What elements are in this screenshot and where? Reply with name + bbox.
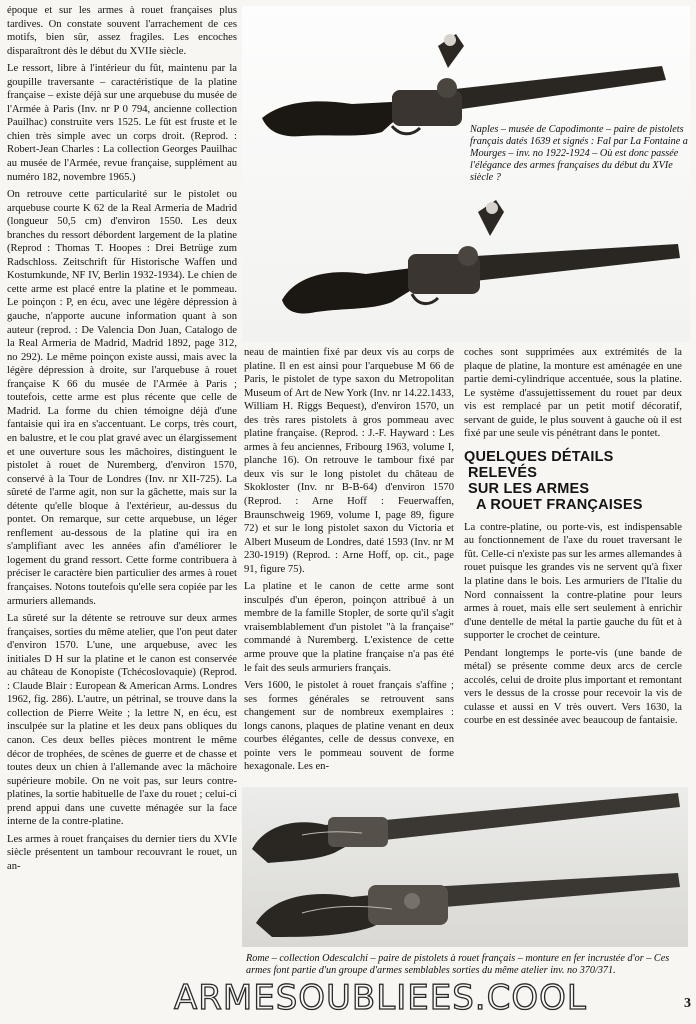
photo-caption-rome: Rome – collection Odescalchi – paire de pistolets à rouet français – monture en fer incrustée d'or – Ces armes font partie d'un groupe d'armes semblables sorties du même atelier inv. no 370/371. (246, 953, 670, 976)
paragraph: Pendant longtemps le porte-vis (une bande de métal) se présente comme deux arcs de cercle accolés, celui de droite plus important et remontant vers le dessus de la crosse pour recevoir la vis de culasse et aussi en V très ouvert. Vers 1630, la courbe en est dessinée avec beaucoup de fantaisie. (464, 647, 682, 727)
paragraph: Vers 1600, le pistolet à rouet français s'affine ; ses formes générales se retrouvent sans changement sur de nombreux exemplaires : longs canons, plaques de platine venant en deux courbes élégantes, celle de dessus convexe, en pointe vers le pommeau souvent de forme hexagonale. Les en- (244, 680, 454, 773)
heading-line: A ROUET FRANÇAISES (476, 496, 643, 513)
heading-line: SUR LES ARMES (468, 480, 590, 497)
pistols-rome-illustration (242, 787, 688, 947)
section-heading (464, 449, 682, 513)
paragraph: La contre-platine, ou porte-vis, est indispensable au fonctionnement de l'axe du rouet traversant le fût. Celle-ci n'existe pas sur les armes allemandes à rouet puisque les grandes vis ne servent qu'à fixer la platine dans le bois. Les armuriers de l'Italie du Nord connaissent la contre-platine pour leurs armes à rouet, mais elle sert seulement à enrichir d'une dentelle de métal la partie gauche du fût et à supporter le crochet de ceinture. (464, 521, 682, 642)
photo-pistols-rome (242, 787, 688, 947)
upper-pistol (262, 34, 666, 136)
watermark: ARMESOUBLIEES.COOL (174, 978, 587, 1018)
upper-inlaid-pistol (252, 793, 680, 863)
lower-inlaid-pistol (256, 873, 680, 937)
page-number: 3 (684, 996, 691, 1011)
paragraph: Le ressort, libre à l'intérieur du fût, maintenu par la goupille traversante – caractéristique de la platine française – existe déjà sur une arquebuse du musée de l'Armée à Paris (Inv. nr P 0 794, ancienne collection Pauilhac) construite vers 1525. Le fût est fruste et le chien très simple avec un corps droit. (Reprod. : Robert-Jean Charles : La collection Georges Pauilhac au musée de l'Armée, revue française, supplément au numéro 182, novembre 1965.) (7, 63, 237, 183)
photo-caption-naples: Naples – musée de Capodimonte – paire de pistolets français datés 1639 et signés : Fal par La Fontaine a Mourges – inv. no 1922-1924 – Où est donc passée l'élégance des armes françaises du début du XVIe siècle ? (470, 124, 688, 183)
paragraph: La platine et le canon de cette arme sont insculpés d'un éperon, poinçon attribué à un membre de la famille Stopler, de sorte qu'il s'agit vraisemblablement d'un pistolet "à la française" commandé à Nuremberg. L'existence de cette arme prouve que la platine française n'a pas été le fait des seuls armuriers français. (244, 581, 454, 674)
paragraph: Les armes à rouet françaises du dernier tiers du XVIe siècle présentent un tambour recouvrant le rouet, un an- (7, 833, 237, 872)
lower-pistol (282, 200, 680, 314)
column-middle (244, 346, 454, 784)
paragraph: époque et sur les armes à rouet françaises plus tardives. On constate souvent l'arrachement de ces motifs, bien sûr, assez fragiles. Les encoches disparaîtront dès le début du XVIIe siècle. (7, 5, 237, 57)
paragraph: On retrouve cette particularité sur le pistolet ou arquebuse courte K 62 de la Real Armeria de Madrid (longueur 50,5 cm) d'environ 1550. Les deux branches du ressort débordent largement de la platine (Reprod : Thomas T. Hoopes : Drei Betrüge zum Radschloss. Zeitschrift für Historische Waffen und Kostumkunde, NF IV, Berlin 1932-1934). Le chien de cette arme est placé entre la platine et le pommeau. Le poinçon : P, en écu, avec une légère dépression à gauche, n'apporte aucune information quant à son auteur (reprod. : De Valencia Don Juan, Catalogo de la Real Armeria de Madrid, Madrid 1892, page 312, no 292). Le même poinçon existe aussi, mais avec la légère dépression à droite, sur l'arquebuse à rouet française K 66 du musée de l'Armée à Paris ; toutefois, cette arme est plus récente que celle de Madrid. La forme du chien témoigne déjà d'une fantaisie qui ira en s'accentuant. Le corps, très court, en balustre, et le cou plat gravé avec un élargissement et une ouverture sous les mâchoires, distinguent le pistolet à rouet de Nuremberg, d'environ 1570, conservé à la Tour de Londres (Inv. nr XII-725). La sûreté de l'arme agit, non sur la gâchette, mais sur la détente qu'elle bloque à l'extérieur, au-dessus du pontet. On remarque, sur cette arquebuse, un léger renflement au-dessous de la platine qui ira en s'amplifiant avec les années afin d'améliorer le logement du grand ressort. Cette forme contribuera à préciser le caractère bien particulier des armes à rouet françaises. Notons toutefois qu'elle sera copiée par les armuriers allemands. (7, 189, 237, 607)
paragraph: coches sont supprimées aux extrémités de la plaque de platine, la monture est aménagée en une partie demi-cylindrique accentuée, sous la platine. Le système d'assujettissement du rouet par deux vis est remplacé par un petit motif décoratif, servant de guide, le plus souvent à gauche où il est fixé par une seule vis pénétrant dans le pontet. (464, 347, 682, 440)
paragraph: neau de maintien fixé par deux vis au corps de platine. Il en est ainsi pour l'arquebuse M 66 de Paris, le pistolet de type saxon du Metropolitan Museum of Art de New York (Inv. nr 14.22.1433, William H. Riggs Bequest), d'environ 1570, un des très rares pistolets à gros pommeau avec platine française. (Reprod. : J.-F. Hayward : Les armes à feu anciennes, Fribourg 1963, volume I, planche 16). On retrouve le tambour fixé par deux vis sur le long pistolet du château de Skokloster (Inv. nr B-B-64) d'environ 1570 (Reprod. : Arne Hoff : Feuerwaffen, Braunschweig 1969, volume I, page 89, figure 72) et sur le long pistolet saxon du Victoria et Albert Museum de Londres, daté 1593 (Inv. nr M 230-1919) (Reprod. : Arne Hoff, op. cit., page 91, figure 75). (244, 347, 454, 575)
column-right (464, 346, 682, 784)
heading-line: QUELQUES DÉTAILS (464, 448, 614, 465)
column-left (7, 4, 237, 1004)
heading-line: RELEVÉS (468, 464, 538, 481)
paragraph: La sûreté sur la détente se retrouve sur deux armes françaises, sorties du même atelier, que l'on peut dater d'environ 1570. L'une, une arquebuse, avec les initiales D H sur la platine et le canon est conservée au château de Konopiste (Tchécoslovaquie) (Reprod. : Claude Blair : European & American Arms. Londres 1962, fig. 286). L'autre, un pétrinal, se trouve dans la collection de Pierre Weite ; la lettre N, en écu, est insculpée sur la platine et les deux pans obliques du canon. Ces deux belles pièces montrent le même décor de trophées, de scènes de guerre et de chasse et toutes deux un chien à l'allemande avec la mâchoire supérieure mobile. On ne voit pas, sur leurs contre-platines, la sortie habituelle de l'axe du rouet ; celui-ci prend appui dans une cuvette ménagée sur la face interne de la contre-platine. (7, 613, 237, 828)
